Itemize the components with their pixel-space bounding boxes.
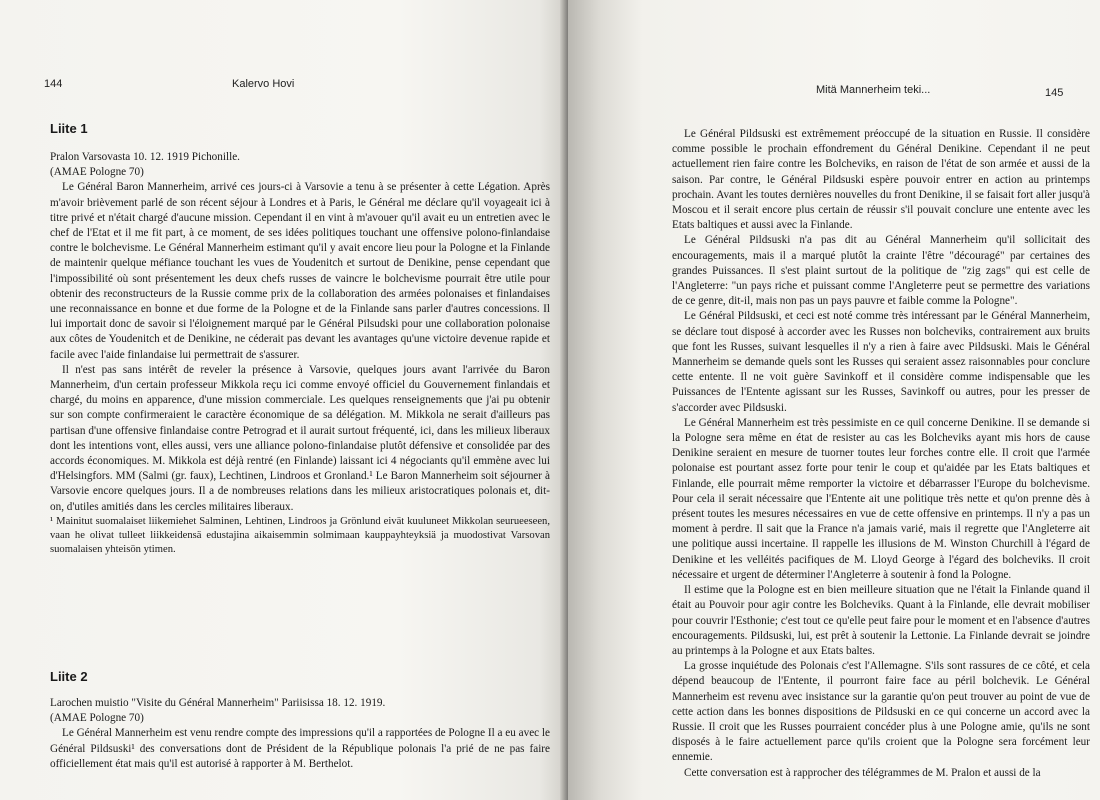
- liite1-footnote: ¹ Mainitut suomalaiset liikemiehet Salminen, Lehtinen, Lindroos ja Grönlund eivät kuuluneet Mikkolan seurueeseen, vaan he olivat tulleet liikkeidensä edustajina aikaisemmin solmimaan kauppayhteyksiä ja muodostivat Varsovan suomalaisen yhteisön ytimen.: [50, 515, 550, 555]
- right-paragraph: La grosse inquiétude des Polonais c'est l'Allemagne. S'ils sont rassures de ce côté, et cela dépend beaucoup de l'Entente, il pourront faire face au péril bolchevik. Le Général Mannerheim est revenu avec insistance sur la garantie qu'on peut trouver au point de vue de cette action dans les bonnes dispositions de Pildsuski en ce qui concerne un accord avec la Russie. Il croit que les Russes pourraient concéder plus à une Pologne amie, qu'ils ne sont disposés à le faire actuellement parce qu'ils croient que la Pologne sera forcément leur ennemie.: [672, 660, 1090, 764]
- right-paragraph: Le Général Mannerheim est très pessimiste en ce quil concerne Denikine. Il se demande si la Pologne sera même en état de resister au cas les Bolcheviks ayant mis hors de cause Denikine seraient en mesure de tuorner toutes leur forches contre elle. Il croit que l'armée polonaise est pourtant assez forte pour tenir le coup et qu'aidée par les Etats baltiques et Finlande, elle pourrait même remporter la victoire et débarrasser l'Europe du bolchevisme. Pour cela il serait nécessaire que l'Entente ait une politique très nette et qu'on prenne dès à présent toutes les mesures nécessaires en vue de cette offensive en printemps. Il n'y a pas un moment à perdre. Il sait que la France n'a jamais varié, mais il regrette que l'Angleterre ait une politique aussi incertaine. Il rappelle les illusions de M. Winston Churchill à l'égard de Denikine et les velléités pacifiques de M. Lloyd George à l'égard des bolcheviks. Il croit nécessaire et urgent de déterminer l'Angleterre à soutenir à fond la Pologne.: [672, 416, 1090, 581]
- running-head-left: Kalervo Hovi: [232, 78, 295, 90]
- liite2-heading: Liite 2: [50, 669, 88, 684]
- liite1-paragraph: Le Général Baron Mannerheim, arrivé ces jours-ci à Varsovie a tenu à se présenter à cette Légation. Après m'avoir brièvement parlé de son récent séjour à Londres et à Paris, le Général me déclare qu'il voyageait ici à titre privé et n'était chargé d'aucune mission. Cependant il en vint à m'avouer qu'il avait eu un entretien avec le chef de l'Etat et il me fit part, à ce moment, de ses idées politiques touchant une offensive polono-finlandaise contre le bolchevisme. Le Général Mannerheim estimant qu'il y avait encore lieu pour la Pologne et la Finlande de maintenir quelque méfiance touchant les vues de Youdenitch et surtout de Denikine, pense cependant que l'impossibilité où sont présentement les deux chefs russes de vaincre le bolchevisme pourrait être utile pour obtenir des reconstructeurs de la Russie comme prix de la collaboration des armées polonaises et finlandaises une reconnaissance en bonne et due forme de la Pologne et de la Finlande sans parler d'autres concessions. Il lui importait donc de savoir si l'éloignement marqué par le Général Pilsudski pour une collaboration polonaise aux côtes de Youdenitch et de Denikine, ne céderait pas devant les avantages qu'une victoire devenue rapide et facile avec l'aide finlandaise lui permettrait de s'assurer.: [50, 181, 550, 361]
- right-page-body: [672, 127, 1090, 781]
- liite1-paragraph: Il n'est pas sans intérêt de reveler la présence à Varsovie, quelques jours avant l'arrivée du Baron Mannerheim, d'un certain professeur Mikkola reçu ici comme envoyé officiel du Gouvernement finlandais et chargé, du moins en apparence, d'une mission commerciale. Les quelques renseignements que j'ai pu obtenir sur son compte confirmeraient le caractère économique de sa délégation. M. Mikkola ne serait d'ailleurs pas partisan d'une offensive finlandaise contre Petrograd et il aurait surtout fréquenté, ici, dans les milieux liberaux dont les intentions vont, elles aussi, vers une alliance polono-finlandaise plutôt défensive et consolidée par des accords économiques. M. Mikkola est déjà rentré (en Finlande) laissant ici 4 négociants qu'il emmène avec lui d'Helsingfors. MM (Salmi (gr. faux), Lechtinen, Lindroos et Gronland.¹ Le Baron Mannerheim soit séjourner à Varsovie encore quelques jours. Il a de nombreuses relations dans les milieux aristocratiques polonais et, dit-on, d'utiles amitiés dans les cercles militaires liberaux.: [50, 363, 550, 513]
- liite1-heading: Liite 1: [50, 121, 88, 136]
- running-head-right: Mitä Mannerheim teki...: [816, 84, 931, 96]
- page-number-right: 145: [1045, 87, 1064, 99]
- liite2-source: (AMAE Pologne 70): [50, 712, 144, 725]
- right-page: [568, 0, 1100, 800]
- liite2-body: [50, 696, 550, 772]
- right-paragraph: Il estime que la Pologne est en bien meilleure situation que ne l'était la Finlande quand il était au Pouvoir pour agir contre les Bolcheviks. Quant à la Finlande, elle devrait mobiliser pour couvrir l'Esthonie; c'est tout ce qu'elle peut faire pour le moment et en l'absence d'autres encouragements. Pildsuski, lui, est prêt à soutenir la Lettonie. La Finlande devrait se joindre au printemps à la Pologne et aux Etats baltes.: [672, 584, 1090, 657]
- right-paragraph: Le Général Pildsuski est extrêmement préoccupé de la situation en Russie. Il considère comme possible le prochain effondrement du Général Denikine. Cependant il ne peut actuellement rien faire contre les Bolcheviks, en raison de l'état de son armée et aussi de la saison. Par contre, le Général Pildsuski espère pouvoir entrer en action au printemps prochain. Avant les toutes dernières nouvelles du front Denikine, il se faisait fort aller jusqu'à Moscou et il serait encore plus certain de réussir s'il pouvait conclure une entente avec les Etats baltiques et aussi avec la Finlande.: [672, 128, 1090, 232]
- right-paragraph: Le Général Pildsuski n'a pas dit au Général Mannerheim qu'il sollicitait des encouragements, mais il a marqué plutôt la crainte l'être "découragé" par certaines des grandes Puissances. Il s'est plaint surtout de la politique de "zig zags" qui est celle de l'Angleterre: "un pays riche et puissant comme l'Angleterre peut se permettre des variations de ce genre, dit-il, mais non pas un pays pauvre et faible comme la Pologne".: [672, 234, 1090, 308]
- liite1-body: [50, 150, 550, 557]
- liite2-title: Larochen muistio "Visite du Général Mannerheim" Pariisissa 18. 12. 1919.: [50, 697, 386, 709]
- liite1-source: (AMAE Pologne 70): [50, 166, 144, 179]
- right-paragraph: Le Général Pildsuski, et ceci est noté comme très intéressant par le Général Mannerheim, se déclare tout disposé à accorder avec les Russes non bolcheviks, contrairement aux bruits que font les Russes, suivant lesquelles il n'y a rien à faire avec Pildsuski. Mais le Général Mannerheim se demande quels sont les Russes qui seraient assez raisonnables pour conclure cette entente. Il ne voit guère Savinkoff et il considère comme indispensable que les Puissances de l'Entente agissant sur les Russes, Savinkoff ou autres, pour les presser de s'accorder avec Pildsuski.: [672, 310, 1090, 414]
- page-number-left: 144: [44, 78, 63, 90]
- liite1-title: Pralon Varsovasta 10. 12. 1919 Pichonille.: [50, 151, 240, 163]
- liite2-paragraph: Le Général Mannerheim est venu rendre compte des impressions qu'il a rapportées de Pologne Il a eu avec le Général Pildsuski¹ des conversations dont de Président de la République polonais l'a prié de ne pas faire officiellement état mais qu'il est autorisé à rapporter à M. Berthelot.: [50, 727, 550, 770]
- right-paragraph: Cette conversation est à rapprocher des télégrammes de M. Pralon et aussi de la: [684, 766, 1041, 779]
